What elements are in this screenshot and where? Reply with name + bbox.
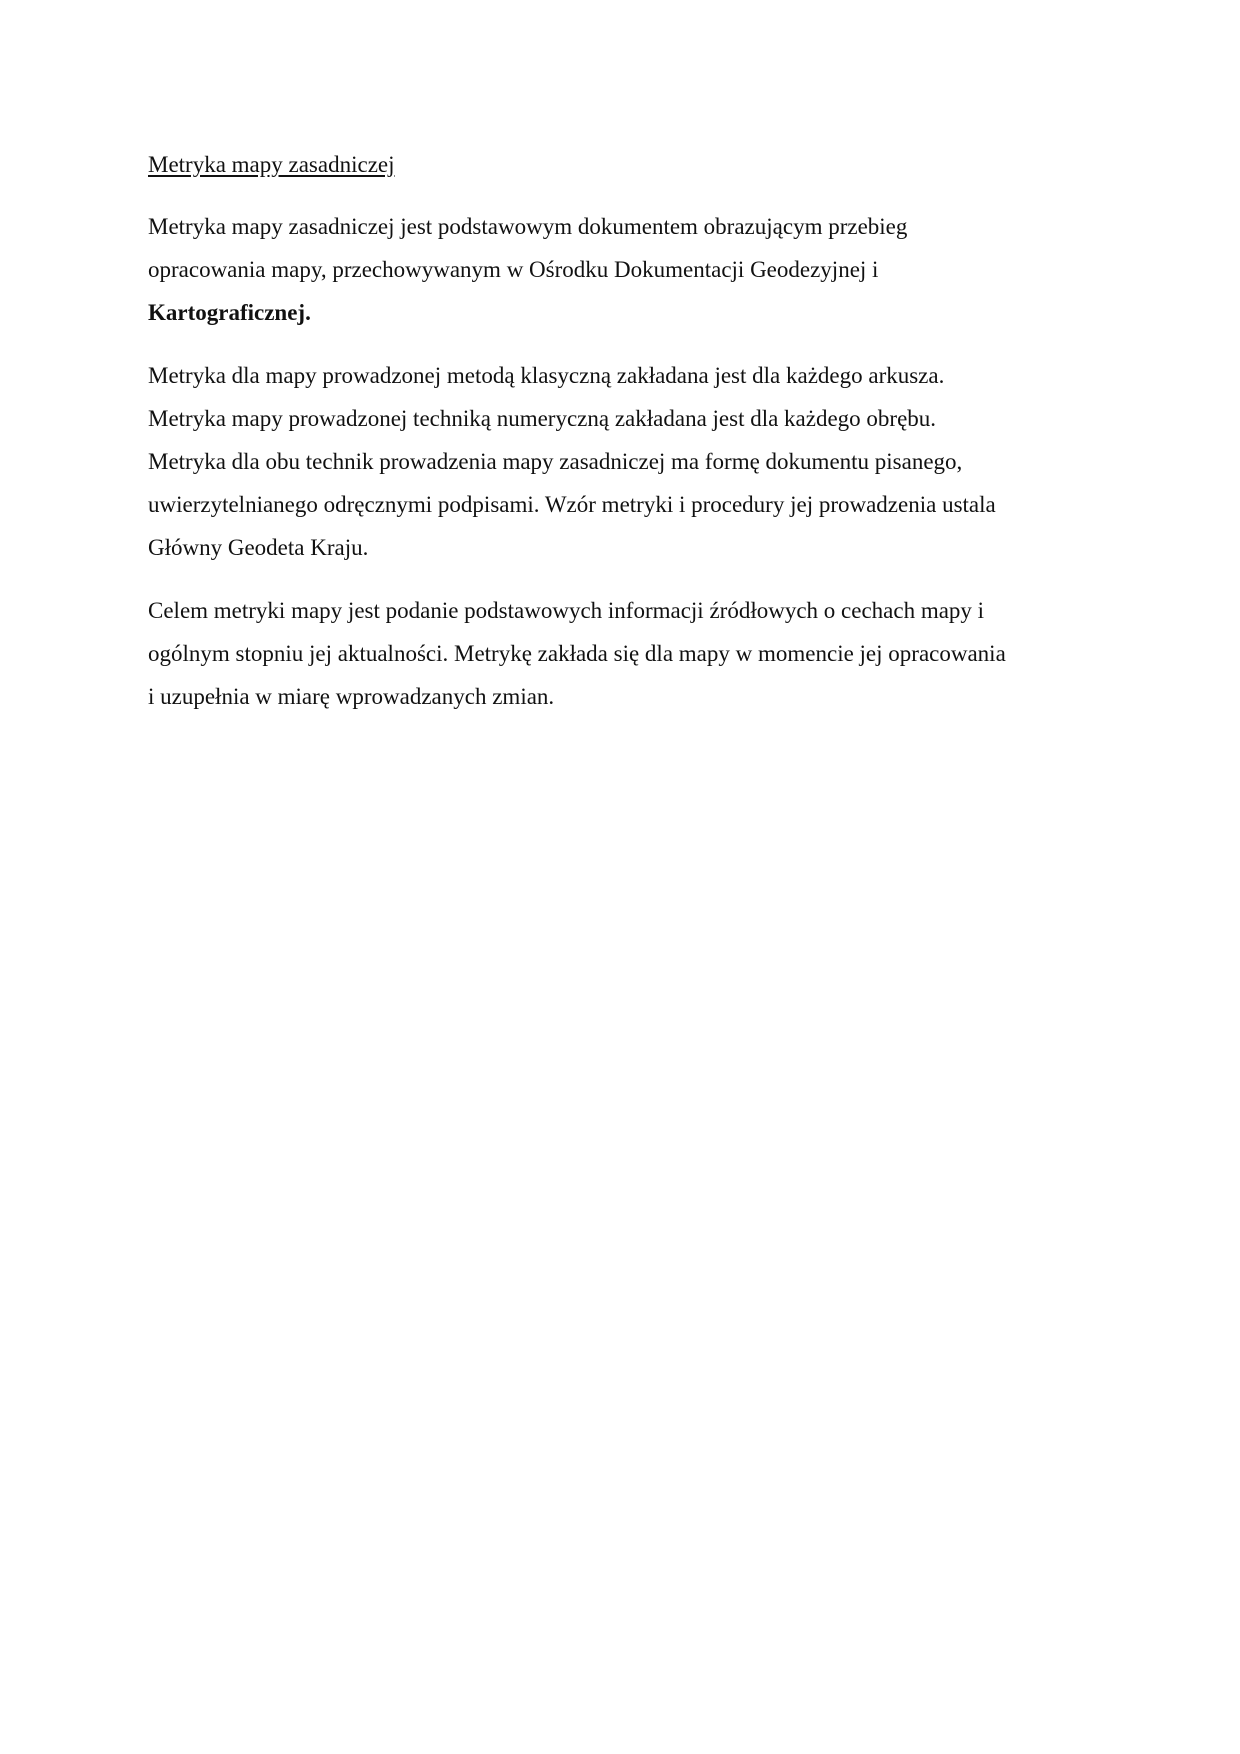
paragraph-line: Metryka mapy prowadzonej techniką numeryczną zakładana jest dla każdego obrębu.: [148, 406, 937, 431]
paragraph-line: ogólnym stopniu jej aktualności. Metrykę zakłada się dla mapy w momencie jej opracowania: [148, 641, 1006, 666]
paragraph-purpose: [148, 589, 1088, 718]
document-body: [148, 145, 1088, 738]
paragraph-methods: [148, 354, 1088, 569]
paragraph-line: uwierzytelnianego odręcznymi podpisami. Wzór metryki i procedury jej prowadzenia ustala: [148, 492, 996, 517]
paragraph-line: Kartograficznej.: [148, 300, 311, 325]
paragraph-line: opracowania mapy, przechowywanym w Ośrodku Dokumentacji Geodezyjnej i: [148, 257, 879, 282]
paragraph-line: Metryka mapy zasadniczej jest podstawowym dokumentem obrazującym przebieg: [148, 214, 908, 239]
paragraph-line: Metryka dla obu technik prowadzenia mapy zasadniczej ma formę dokumentu pisanego,: [148, 449, 963, 474]
paragraph-intro: [148, 205, 1088, 334]
paragraph-line: i uzupełnia w miarę wprowadzanych zmian.: [148, 684, 555, 709]
paragraph-line: Celem metryki mapy jest podanie podstawowych informacji źródłowych o cechach mapy i: [148, 598, 985, 623]
paragraph-line: Główny Geodeta Kraju.: [148, 535, 369, 560]
document-title: Metryka mapy zasadniczej: [148, 152, 395, 177]
paragraph-line: Metryka dla mapy prowadzonej metodą klasyczną zakładana jest dla każdego arkusza.: [148, 363, 945, 388]
